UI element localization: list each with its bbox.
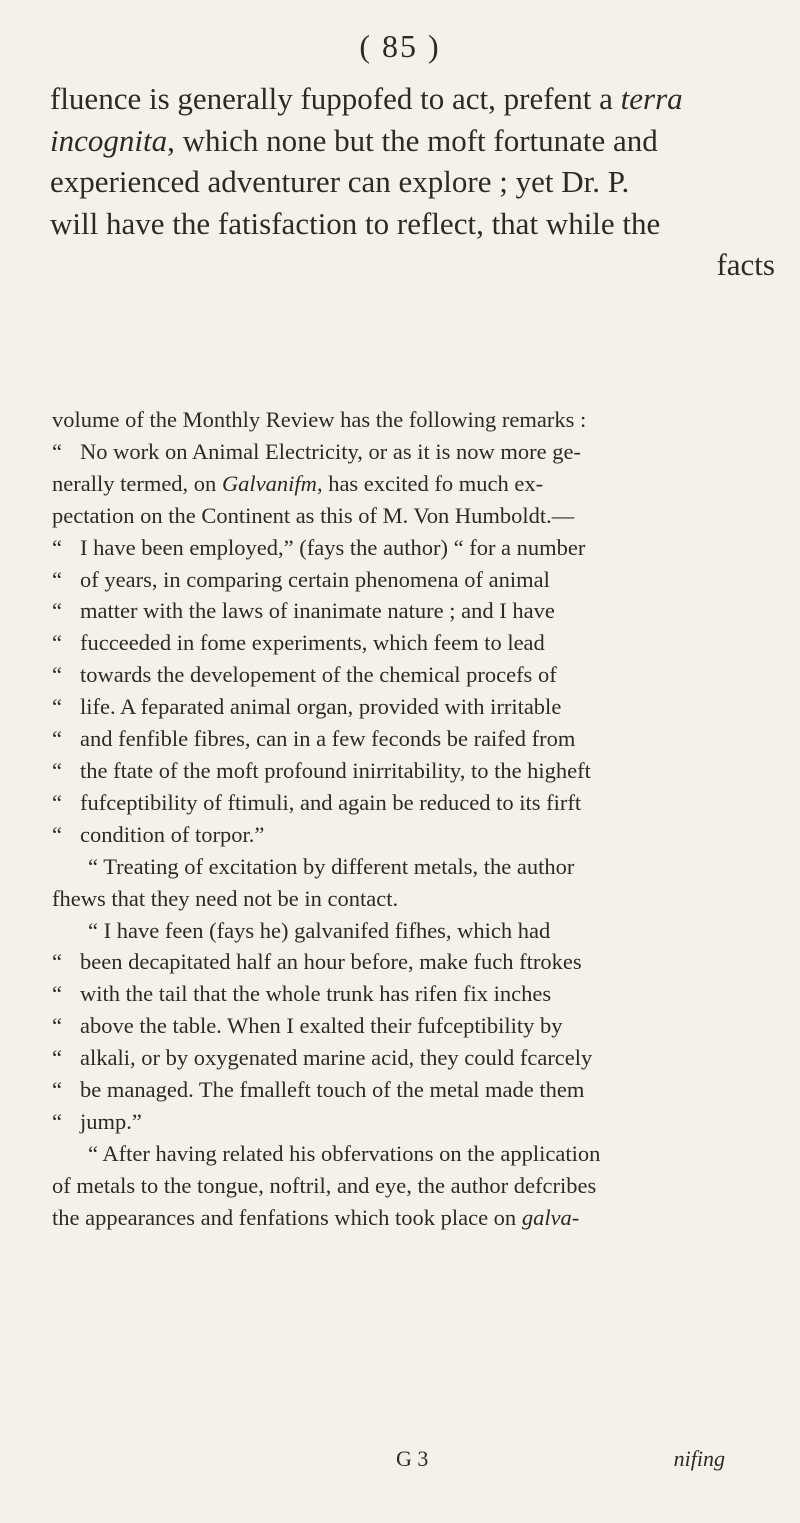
text-line: pectation on the Continent as this of M. Von Humboldt.— xyxy=(52,502,575,528)
text-line: “ condition of torpor.” xyxy=(52,821,265,847)
text-line: “ jump.” xyxy=(52,1108,142,1134)
text-line: fhews that they need not be in contact. xyxy=(52,885,399,911)
text-line: “ No work on Animal Electricity, or as it is now more ge- xyxy=(52,438,581,464)
text-line: “ fucceeded in fome experiments, which feem to lead xyxy=(52,630,545,656)
text-line: nerally termed, on Galvanifm, has excited fo much ex- xyxy=(52,470,544,496)
text-line: “ fufceptibility of ftimuli, and again be reduced to its firft xyxy=(52,789,582,815)
text-line: “ After having related his obfervations on the application xyxy=(88,1140,601,1166)
text-line: “ towards the developement of the chemical procefs of xyxy=(52,662,557,688)
text-line: “ I have been employed,” (fays the author) “ for a number xyxy=(52,534,586,560)
text-line-catch: facts xyxy=(716,247,775,282)
text-line: of metals to the tongue, noftril, and eye, the author defcribes xyxy=(52,1172,597,1198)
main-text-block xyxy=(50,78,775,286)
text-line: “ of years, in comparing certain phenomena of animal xyxy=(52,566,550,592)
text-line: experienced adventurer can explore ; yet Dr. P. xyxy=(50,164,630,199)
text-line: “ life. A feparated animal organ, provided with irritable xyxy=(52,694,562,720)
text-line: “ been decapitated half an hour before, make fuch ftrokes xyxy=(52,949,582,975)
text-line: “ be managed. The fmalleft touch of the metal made them xyxy=(52,1077,585,1103)
text-line: “ the ftate of the moft profound inirritability, to the higheft xyxy=(52,757,591,783)
text-line: incognita, which none but the moft fortunate and xyxy=(50,122,658,158)
text-line: “ alkali, or by oxygenated marine acid, they could fcarcely xyxy=(52,1045,593,1071)
text-line: volume of the Monthly Review has the following remarks : xyxy=(52,407,587,432)
text-line: will have the fatisfaction to reflect, that while the xyxy=(50,205,661,241)
signature-mark: G 3 xyxy=(396,1446,429,1471)
text-line: “ matter with the laws of inanimate nature ; and I have xyxy=(52,598,555,624)
page-number: ( 85 ) xyxy=(359,28,441,64)
text-line: “ I have feen (fays he) galvanifed fifhes, which had xyxy=(88,917,551,943)
text-line: the appearances and fenfations which took place on galva- xyxy=(52,1204,580,1230)
text-line: fluence is generally fuppofed to act, prefent a terra xyxy=(50,81,683,116)
text-line: “ above the table. When I exalted their fufceptibility by xyxy=(52,1013,563,1039)
text-line: “ with the tail that the whole trunk has rifen fix inches xyxy=(52,981,552,1007)
page-footer xyxy=(0,1446,800,1482)
catchword: nifing xyxy=(673,1446,725,1471)
text-line: “ and fenfible fibres, can in a few feconds be raifed from xyxy=(52,726,576,752)
footnote-text-block xyxy=(52,404,774,1234)
text-line: “ Treating of excitation by different metals, the author xyxy=(88,853,575,879)
